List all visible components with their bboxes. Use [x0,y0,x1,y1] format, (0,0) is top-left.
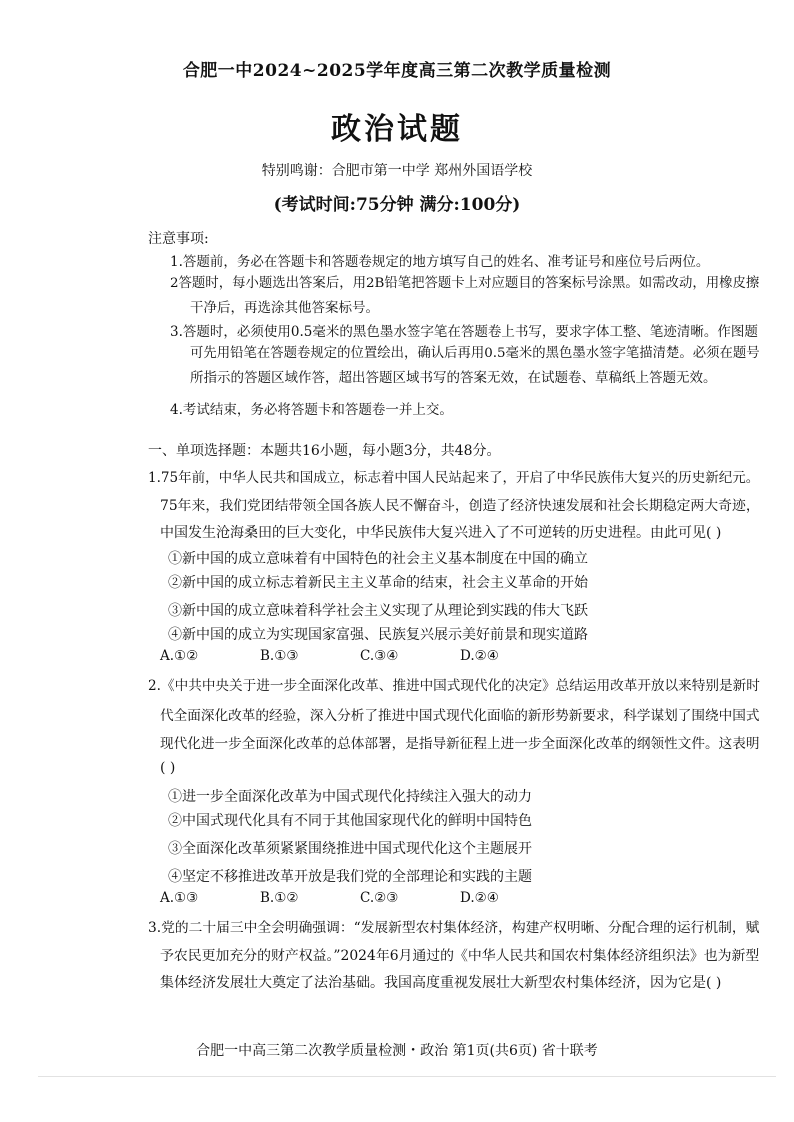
note-line: 干净后，再选涂其他答案标号。 [190,300,379,316]
question-3-stem: 予农民更加充分的财产权益。”2024年6月通过的《中华人民共和国农村集体经济组织法》也为新型 [160,948,760,964]
option-a: A.①③ [160,890,199,906]
option-a: A.①② [160,648,199,664]
question-2-statement: ④坚定不移推进改革开放是我们党的全部理论和实践的主题 [168,869,532,885]
question-2-stem: ( ) [160,760,176,776]
question-2-statement: ③全面深化改革须紧紧围绕推进中国式现代化这个主题展开 [168,841,532,857]
question-1-stem: 中国发生沧海桑田的巨大变化，中华民族伟大复兴进入了不可逆转的历史进程。由此可见( ) [160,525,722,541]
option-b: B.①② [260,890,299,906]
question-2-stem: 代全面深化改革的经验，深入分析了推进中国式现代化面临的新形势新要求，科学谋划了围绕中国式 [160,708,760,724]
option-c: C.③④ [360,648,399,664]
bottom-divider [38,1076,776,1077]
subject-title: 政治试题 [331,112,463,147]
note-line: 3.答题时，必须使用0.5毫米的黑色墨水签字笔在答题卷上书写，要求字体工整、笔迹清晰。作图题 [170,324,758,340]
question-2-stem: 2.《中共中央关于进一步全面深化改革、推进中国式现代化的决定》总结运用改革开放以来特别是新时 [148,678,760,694]
option-d: D.②④ [460,890,499,906]
question-1-stem: 1.75年前，中华人民共和国成立，标志着中国人民站起来了，开启了中华民族伟大复兴的历史新纪元。 [148,470,760,486]
note-line: 可先用铅笔在答题卷规定的位置绘出，确认后再用0.5毫米的黑色墨水签字笔描清楚。必须在题号 [190,346,760,361]
notes-heading: 注意事项: [148,231,209,247]
question-1-options [160,648,499,664]
note-line: 所指示的答题区域作答，超出答题区域书写的答案无效，在试题卷、草稿纸上答题无效。 [190,370,717,386]
note-line: 1.答题前，务必在答题卡和答题卷规定的地方填写自己的姓名、准考证号和座位号后两位。 [170,254,710,270]
question-2-statement: ①进一步全面深化改革为中国式现代化持续注入强大的动力 [168,789,532,805]
section-heading: 一、单项选择题：本题共16小题，每小题3分，共48分。 [148,443,501,459]
question-1-statement: ②新中国的成立标志着新民主主义革命的结束，社会主义革命的开始 [168,575,588,591]
question-2-options [160,890,499,906]
question-1-statement: ①新中国的成立意味着有中国特色的社会主义基本制度在中国的确立 [168,551,588,567]
question-2-statement: ②中国式现代化具有不同于其他国家现代化的鲜明中国特色 [168,813,532,829]
question-1-statement: ④新中国的成立为实现国家富强、民族复兴展示美好前景和现实道路 [168,627,588,643]
exam-time-info: (考试时间:75分钟 满分:100分) [273,195,521,215]
page-footer: 合肥一中高三第二次教学质量检测・政治 第1页(共6页) 省十联考 [196,1043,598,1059]
note-line: 4.考试结束，务必将答题卡和答题卷一并上交。 [170,402,453,418]
question-1-stem: 75年来，我们党团结带领全国各族人民不懈奋斗，创造了经济快速发展和社会长期稳定两大奇迹， [160,498,760,514]
note-line: 2答题时，每小题选出答案后，用2B铅笔把答题卡上对应题目的答案标号涂黑。如需改动，用橡皮擦 [170,276,760,291]
option-c: C.②③ [360,890,399,906]
acknowledgement: 特别鸣谢：合肥市第一中学 郑州外国语学校 [261,163,533,179]
question-3-stem: 集体经济发展壮大奠定了法治基础。我国高度重视发展壮大新型农村集体经济，因为它是( ) [160,975,722,991]
exam-title: 合肥一中2024~2025学年度高三第二次教学质量检测 [182,61,612,81]
question-3-stem: 3.党的二十届三中全会明确强调：“发展新型农村集体经济，构建产权明晰、分配合理的运行机制，赋 [148,920,760,936]
option-b: B.①③ [260,648,299,664]
question-2-stem: 现代化进一步全面深化改革的总体部署，是指导新征程上进一步全面深化改革的纲领性文件。这表明 [160,736,760,752]
question-1-statement: ③新中国的成立意味着科学社会主义实现了从理论到实践的伟大飞跃 [168,603,588,619]
option-d: D.②④ [460,648,499,664]
